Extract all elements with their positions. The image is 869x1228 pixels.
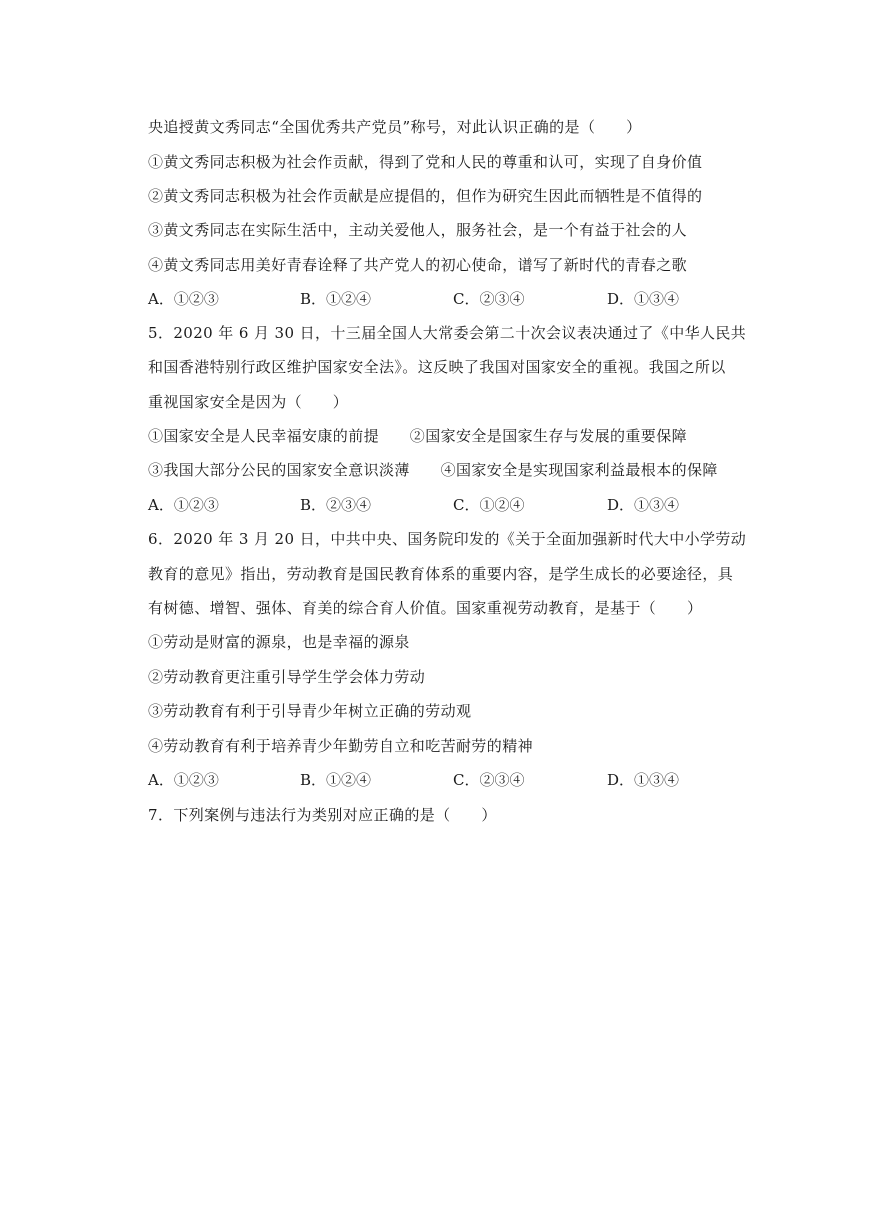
q6-choice-a: A．①②③ xyxy=(148,771,219,789)
q4-choice-c: C．②③④ xyxy=(453,290,525,308)
q6-choices xyxy=(148,770,748,790)
q5-choice-c: C．①②④ xyxy=(453,496,525,514)
q5-choice-a: A．①②③ xyxy=(148,496,219,514)
q4-choice-a: A．①②③ xyxy=(148,290,219,308)
q4-statement-3: ③黄文秀同志在实际生活中，主动关爱他人，服务社会，是一个有益于社会的人 xyxy=(148,221,688,239)
q5-stem-line-1: 5．2020 年 6 月 30 日，十三届全国人大常委会第二十次会议表决通过了《中华人民共 xyxy=(148,324,747,342)
q6-statement-3: ③劳动教育有利于引导青少年树立正确的劳动观 xyxy=(148,702,472,720)
q5-stem-line-3: 重视国家安全是因为（ ） xyxy=(148,393,349,411)
q6-choice-d: D．①③④ xyxy=(607,771,680,789)
q5-choice-d: D．①③④ xyxy=(607,496,680,514)
q6-statement-1: ①劳动是财富的源泉，也是幸福的源泉 xyxy=(148,633,410,651)
q6-stem-line-1: 6．2020 年 3 月 20 日，中共中央、国务院印发的《关于全面加强新时代大中小学劳动 xyxy=(148,530,747,548)
q6-stem-line-3: 有树德、增智、强体、育美的综合育人价值。国家重视劳动教育，是基于（ ） xyxy=(148,599,703,617)
q4-statement-2: ②黄文秀同志积极为社会作贡献是应提倡的，但作为研究生因此而牺牲是不值得的 xyxy=(148,187,703,205)
q6-stem-line-2: 教育的意见》指出，劳动教育是国民教育体系的重要内容，是学生成长的必要途径，具 xyxy=(148,565,734,583)
q4-stem-tail: 央追授黄文秀同志“全国优秀共产党员”称号，对此认识正确的是（ ） xyxy=(148,118,642,136)
q4-choices xyxy=(148,289,748,309)
q5-choice-b: B．②③④ xyxy=(300,496,372,514)
q6-choice-b: B．①②④ xyxy=(300,771,372,789)
q4-statement-1: ①黄文秀同志积极为社会作贡献，得到了党和人民的尊重和认可，实现了自身价值 xyxy=(148,153,703,171)
q5-choices xyxy=(148,495,748,515)
q4-statement-4: ④黄文秀同志用美好青春诠释了共产党人的初心使命，谱写了新时代的青春之歌 xyxy=(148,256,688,274)
q5-statements-1-2: ①国家安全是人民幸福安康的前提 ②国家安全是国家生存与发展的重要保障 xyxy=(148,427,688,445)
q6-statement-2: ②劳动教育更注重引导学生学会体力劳动 xyxy=(148,668,426,686)
q6-choice-c: C．②③④ xyxy=(453,771,525,789)
q7-stem-line-1: 7．下列案例与违法行为类别对应正确的是（ ） xyxy=(148,806,497,824)
q4-choice-b: B．①②④ xyxy=(300,290,372,308)
q5-statements-3-4: ③我国大部分公民的国家安全意识淡薄 ④国家安全是实现国家利益最根本的保障 xyxy=(148,461,718,479)
q4-choice-d: D．①③④ xyxy=(607,290,680,308)
q5-stem-line-2: 和国香港特别行政区维护国家安全法》。这反映了我国对国家安全的重视。我国之所以 xyxy=(148,358,726,376)
q6-statement-4: ④劳动教育有利于培养青少年勤劳自立和吃苦耐劳的精神 xyxy=(148,737,534,755)
